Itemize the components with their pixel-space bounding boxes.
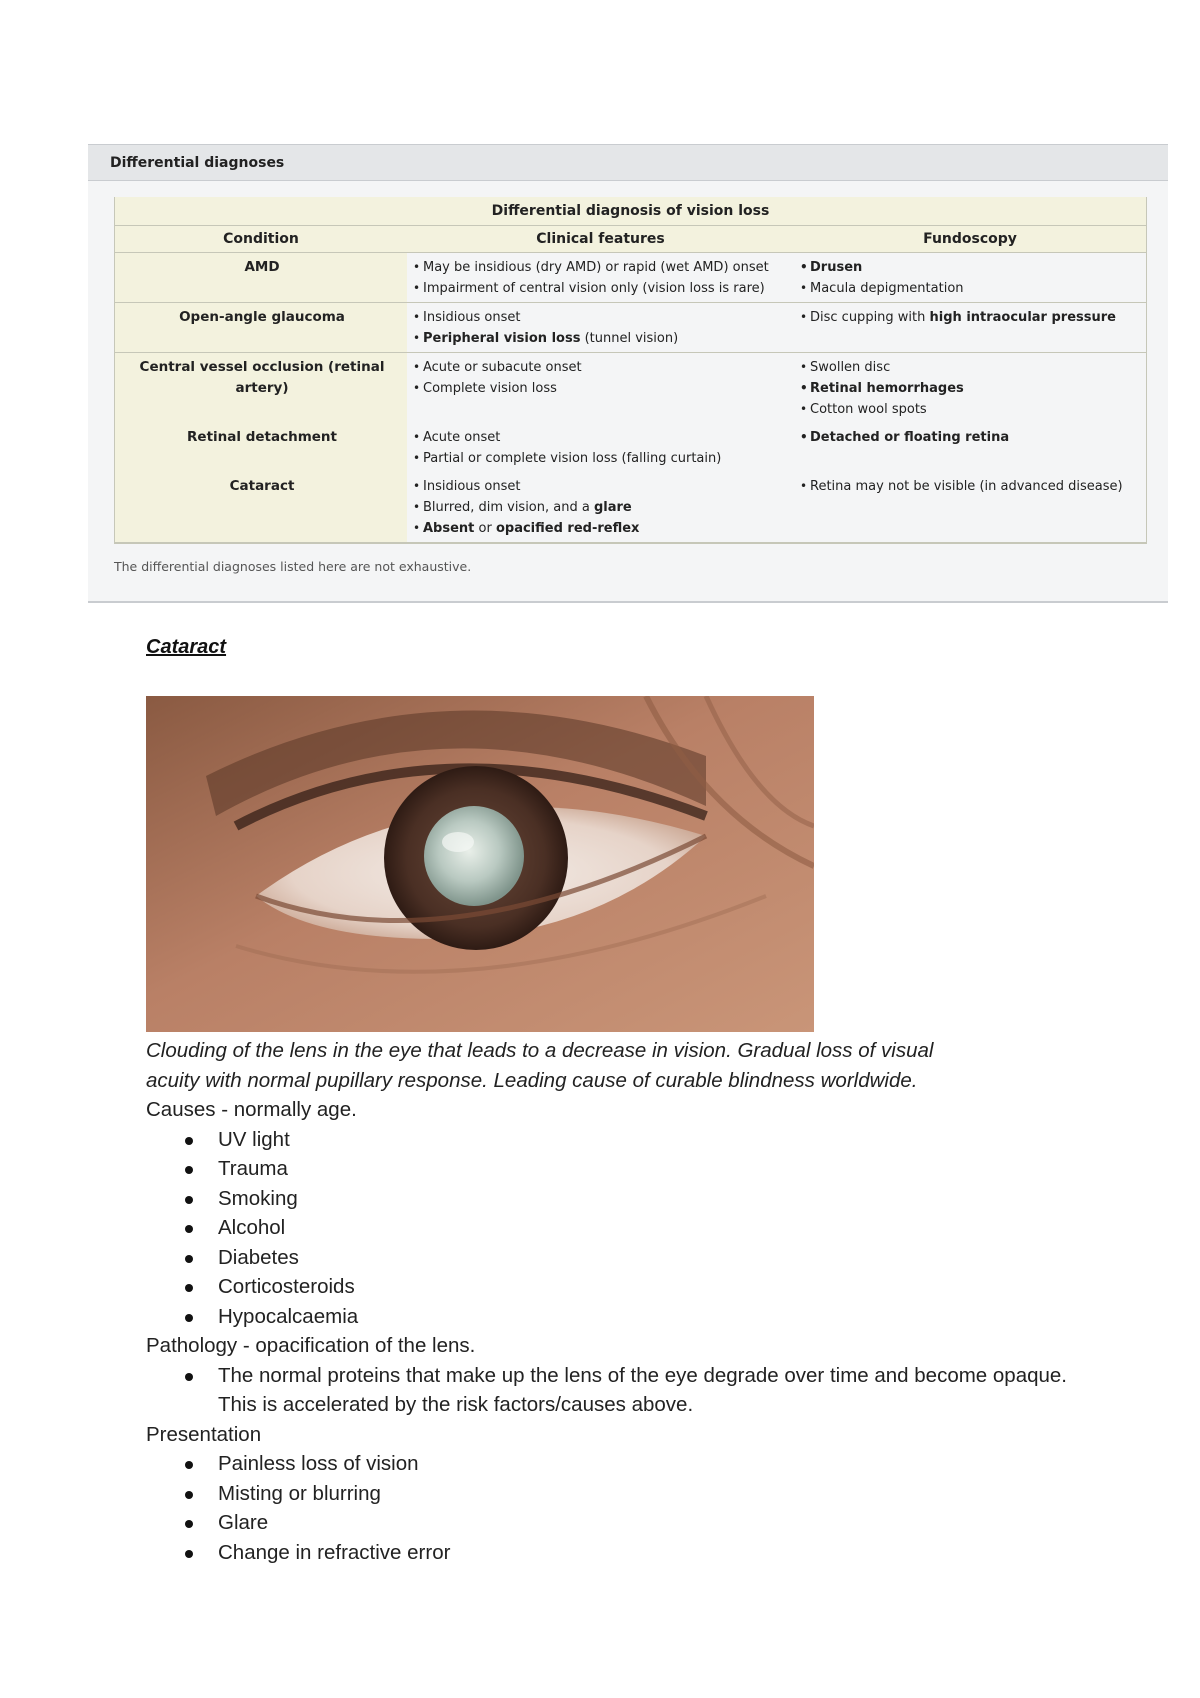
table-row xyxy=(115,253,1147,303)
table-row xyxy=(115,472,1147,543)
fundoscopy-cell xyxy=(794,353,1147,424)
list-item: Hypocalcaemia xyxy=(218,1302,1086,1332)
list-item xyxy=(800,307,1142,328)
list-item: Diabetes xyxy=(218,1243,1086,1273)
pathology-label: Pathology - opacification of the lens. xyxy=(146,1334,476,1357)
list-item: Alcohol xyxy=(218,1213,1086,1243)
presentation-label: Presentation xyxy=(146,1422,262,1446)
presentation-list xyxy=(146,1449,1086,1567)
plain-text: (tunnel vision) xyxy=(580,331,679,346)
condition-cell: Open-angle glaucoma xyxy=(115,303,408,353)
table-row xyxy=(115,423,1147,472)
list-item: Smoking xyxy=(218,1184,1086,1214)
list-item: • Swollen disc xyxy=(800,357,1142,378)
list-item: Trauma xyxy=(218,1154,1086,1184)
list-item xyxy=(413,518,790,539)
cataract-content xyxy=(146,1036,1086,1567)
causes-list xyxy=(146,1125,1086,1332)
clinical-features-cell xyxy=(407,472,794,543)
list-item: • Macula depigmentation xyxy=(800,278,1142,299)
bold-text: Peripheral vision loss xyxy=(423,331,581,346)
list-item: • Acute or subacute onset xyxy=(413,357,790,378)
bold-text: high intraocular pressure xyxy=(929,310,1116,325)
list-item: • May be insidious (dry AMD) or rapid (wet AMD) onset xyxy=(413,257,790,278)
plain-text: or xyxy=(474,521,496,536)
fundoscopy-cell xyxy=(794,472,1147,543)
clinical-features-cell xyxy=(407,253,794,303)
column-header-fundoscopy: Fundoscopy xyxy=(794,226,1147,253)
table-header-row xyxy=(115,226,1147,253)
condition-cell: Retinal detachment xyxy=(115,423,408,472)
table-row xyxy=(115,303,1147,353)
condition-cell: Central vessel occlusion (retinal artery) xyxy=(115,353,408,424)
list-item: • Retinal hemorrhages xyxy=(800,378,1142,399)
plain-text: Blurred, dim vision, and a xyxy=(423,500,594,515)
clinical-features-cell xyxy=(407,303,794,353)
bold-text: glare xyxy=(593,500,632,515)
list-item: The normal proteins that make up the lens of the eye degrade over time and become opaque. This is accelerated by the risk factors/causes above. xyxy=(218,1361,1086,1420)
differential-diagnoses-box xyxy=(88,144,1168,603)
bold-text: Absent xyxy=(423,521,475,536)
causes-label: Causes - normally age. xyxy=(146,1098,357,1121)
list-item: • Impairment of central vision only (vision loss is rare) xyxy=(413,278,790,299)
list-item: • Drusen xyxy=(800,257,1142,278)
list-item xyxy=(413,328,790,349)
list-item: • Retina may not be visible (in advanced disease) xyxy=(800,476,1142,497)
list-item: Painless loss of vision xyxy=(218,1449,1086,1479)
pathology-list xyxy=(146,1361,1086,1420)
intro-line: Clouding of the lens in the eye that leads to a decrease in vision. Gradual loss of visual xyxy=(146,1039,934,1062)
intro-line: acuity with normal pupillary response. Leading cause of curable blindness worldwide. xyxy=(146,1068,918,1092)
plain-text: Disc cupping with xyxy=(810,310,930,325)
list-item: • Complete vision loss xyxy=(413,378,790,399)
fundoscopy-cell xyxy=(794,303,1147,353)
list-item: Change in refractive error xyxy=(218,1538,1086,1568)
bold-text: opacified red-reflex xyxy=(495,521,640,536)
list-item: • Cotton wool spots xyxy=(800,399,1142,420)
list-item: Misting or blurring xyxy=(218,1479,1086,1509)
table-footnote: The differential diagnoses listed here are not exhaustive. xyxy=(114,559,472,574)
column-header-condition: Condition xyxy=(115,226,408,253)
table-caption: Differential diagnosis of vision loss xyxy=(114,197,1147,226)
condition-cell: AMD xyxy=(115,253,408,303)
list-item: Corticosteroids xyxy=(218,1272,1086,1302)
eye-with-cataract-photo xyxy=(146,696,814,1032)
section-heading: Cataract xyxy=(146,636,227,658)
condition-cell: Cataract xyxy=(115,472,408,543)
list-item: Glare xyxy=(218,1508,1086,1538)
fundoscopy-cell xyxy=(794,253,1147,303)
clinical-features-cell xyxy=(407,353,794,424)
clinical-features-cell xyxy=(407,423,794,472)
table-row xyxy=(115,353,1147,424)
list-item: • Insidious onset xyxy=(413,307,790,328)
box-header: Differential diagnoses xyxy=(88,145,1168,181)
column-header-clinical-features: Clinical features xyxy=(407,226,794,253)
differential-diagnosis-table xyxy=(114,197,1147,544)
list-item: • Insidious onset xyxy=(413,476,790,497)
list-item: • Acute onset xyxy=(413,427,790,448)
list-item: • Partial or complete vision loss (falling curtain) xyxy=(413,448,790,469)
list-item: UV light xyxy=(218,1125,1086,1155)
list-item xyxy=(413,497,790,518)
fundoscopy-cell xyxy=(794,423,1147,472)
list-item: • Detached or floating retina xyxy=(800,427,1142,448)
